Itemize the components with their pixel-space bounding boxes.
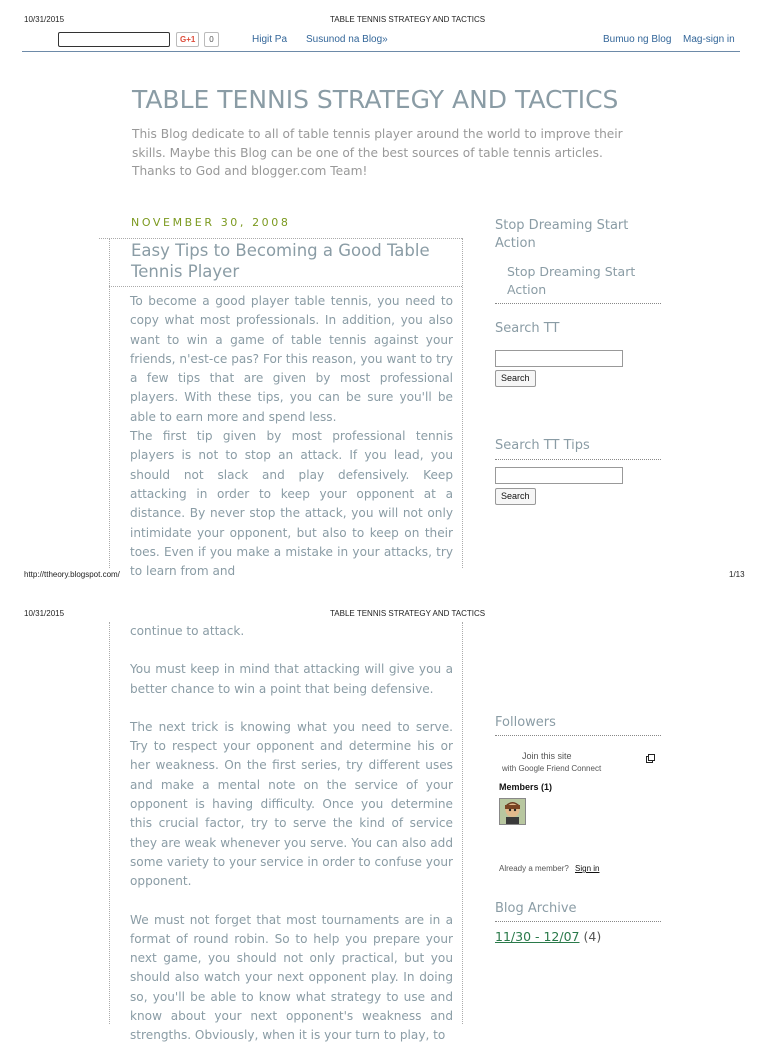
- join-site-link[interactable]: Join this site: [522, 751, 572, 761]
- sidebar-archive-title: Blog Archive: [495, 901, 577, 916]
- members-label: Members (1): [499, 782, 553, 792]
- post-title-separator: [109, 286, 462, 287]
- post-right-border: [462, 622, 463, 1024]
- post-paragraph: The first tip given by most professional tennis players is not to stop an attack. If you lead, you should not slack and play defensively. Keep attacking in order to keep your opponent at a distance. By never stop the attack, you will not only intimidate your opponent, but also to keep on their toes. Even if you make a mistake in your attacks, try to learn from and: [130, 429, 453, 579]
- post-paragraph: You must keep in mind that attacking will give you a better chance to win a point that being defensive.: [130, 662, 453, 696]
- sidebar-divider: [495, 921, 661, 922]
- navbar-search-input[interactable]: [58, 32, 170, 47]
- sidebar-divider: [495, 459, 661, 460]
- print-date: 10/31/2015: [24, 15, 65, 24]
- post-paragraph: The next trick is knowing what you need to serve. Try to respect your opponent and determine his or her weakness. On the first series, try different uses and make a mental note on the service of your opponent is having difficulty. Once you determine this crucial factor, try to serve the kind of service they are weak whenever you serve. You can also add some variety to your service in order to confuse your opponent.: [130, 719, 453, 889]
- sidebar-divider: [495, 735, 661, 736]
- gfc-label: with Google Friend Connect: [502, 764, 602, 773]
- sidebar-followers-title: Followers: [495, 715, 556, 730]
- navbar-create-blog-link[interactable]: Bumuo ng Blog: [603, 34, 672, 45]
- post-title[interactable]: Easy Tips to Becoming a Good Table Tennis Player: [131, 241, 430, 281]
- print-footer-url: http://ttheory.blogspot.com/: [24, 570, 120, 579]
- search-tips-input[interactable]: [495, 467, 623, 484]
- post-paragraph: To become a good player table tennis, you need to copy what most professionals. In addition, you also want to win a game of table tennis against your friends, n'est-ce pas? For this reason, you want to try a few tips that are given by most professional players. With these tips, you can be sure you'll be able to earn more and spend less.: [130, 294, 453, 424]
- sidebar-stop-link[interactable]: Stop Dreaming Start Action: [507, 264, 636, 297]
- search-tt-button[interactable]: Search: [495, 370, 536, 387]
- archive-count: (4): [583, 929, 602, 944]
- already-member-label: Already a member?: [499, 864, 569, 873]
- post-left-border: [109, 622, 110, 1024]
- post-date-header: NOVEMBER 30, 2008: [131, 216, 291, 229]
- post-body-page2: [130, 622, 453, 1046]
- print-date: 10/31/2015: [24, 609, 65, 618]
- search-tt-input[interactable]: [495, 350, 623, 367]
- gplus-button[interactable]: G+1: [176, 32, 199, 47]
- post-body-page1: [130, 292, 453, 579]
- search-tips-button[interactable]: Search: [495, 488, 536, 505]
- archive-entry: [495, 929, 601, 944]
- navbar-more-link[interactable]: Higit Pa: [252, 34, 288, 45]
- print-header-title: TABLE TENNIS STRATEGY AND TACTICS: [330, 609, 486, 618]
- post-paragraph: We must not forget that most tournaments are in a format of round robin. So to help you prepare your next game, you should not only practical, but you should also watch your next opponent play. In doing so, you'll be able to know what strategy to use and know about your next opponent's weakness and strengths. Obviously, when it is your turn to play, to: [130, 912, 453, 1043]
- post-right-border: [462, 238, 463, 568]
- blog-title[interactable]: TABLE TENNIS STRATEGY AND TACTICS: [132, 85, 619, 114]
- print-header-title: TABLE TENNIS STRATEGY AND TACTICS: [330, 15, 486, 24]
- popout-icon[interactable]: [646, 748, 655, 757]
- gplus-count: 0: [204, 32, 219, 47]
- member-avatar[interactable]: [499, 798, 526, 825]
- archive-week-link[interactable]: 11/30 - 12/07: [495, 929, 580, 944]
- sidebar-stop-title: Stop Dreaming Start Action: [495, 218, 629, 251]
- sidebar-search-tt-title: Search TT: [495, 321, 560, 336]
- blog-description: This Blog dedicate to all of table tennis player around the world to improve their skills. Maybe this Blog can be one of the best sources of table tennis articles. Thanks to God and blogger.com Team!: [132, 127, 623, 178]
- post-left-border: [109, 238, 110, 568]
- navbar-next-blog-link[interactable]: Susunod na Blog»: [306, 34, 388, 45]
- post-paragraph: continue to attack.: [130, 624, 245, 638]
- sidebar-search-tips-title: Search TT Tips: [495, 438, 590, 453]
- followers-signin-link[interactable]: Sign in: [575, 864, 600, 873]
- navbar-signin-link[interactable]: Mag-sign in: [683, 34, 735, 45]
- print-page-number: 1/13: [729, 570, 745, 579]
- sidebar-divider: [495, 303, 661, 304]
